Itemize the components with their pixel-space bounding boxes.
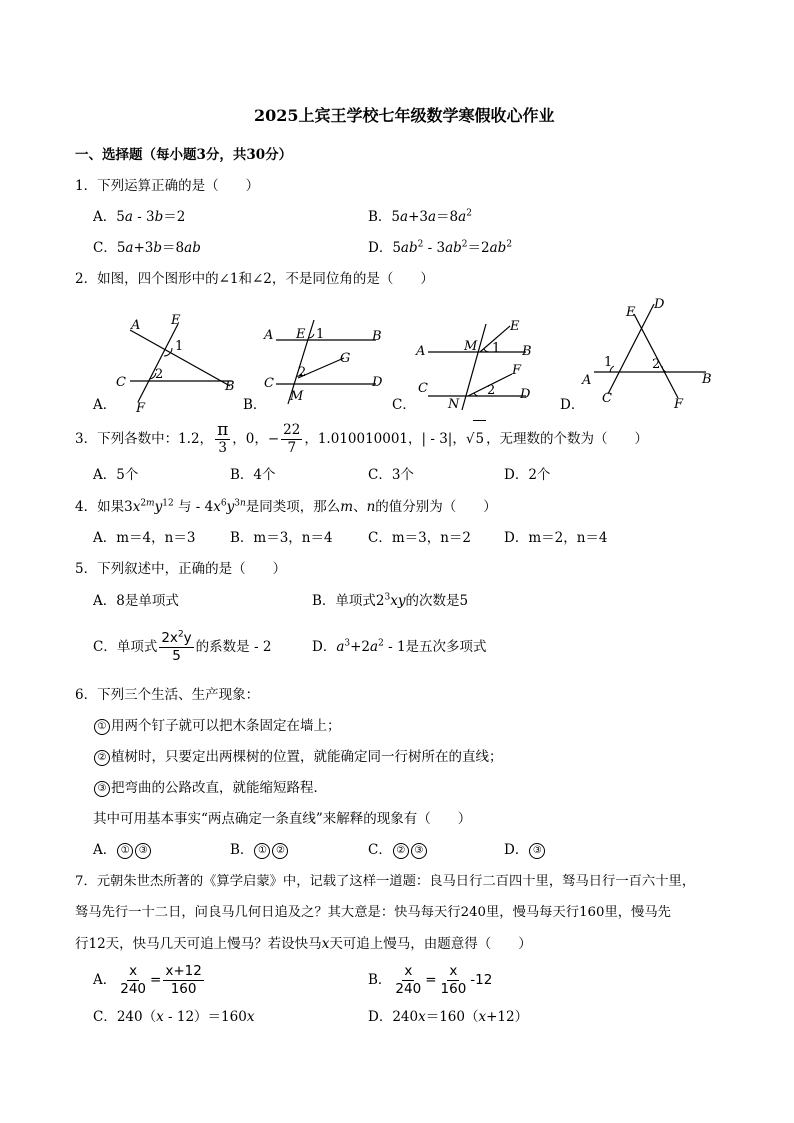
question-6-stem: 6．下列三个生活、生产现象： bbox=[75, 687, 260, 703]
q6-question: 其中可用基本事实“两点确定一条直线”来解释的现象有（ ） bbox=[93, 811, 472, 827]
q6-option-a[interactable]: A． ① ③ bbox=[93, 841, 152, 859]
svg-text:2: 2 bbox=[652, 357, 661, 372]
q4-option-b[interactable]: B．m＝3，n＝4 bbox=[230, 530, 333, 546]
svg-text:E: E bbox=[626, 305, 636, 320]
svg-text:E: E bbox=[296, 327, 306, 342]
svg-text:1: 1 bbox=[175, 339, 184, 354]
svg-text:M: M bbox=[290, 389, 304, 404]
svg-text:1: 1 bbox=[492, 341, 501, 356]
svg-text:F: F bbox=[136, 401, 146, 415]
svg-text:1: 1 bbox=[316, 327, 325, 342]
q1-option-b[interactable]: B．$5a+3a=8a^2$ bbox=[368, 208, 472, 225]
svg-text:F: F bbox=[674, 397, 684, 412]
question-1-stem: 1．下列运算正确的是（ ） bbox=[75, 178, 260, 194]
q6-item-1: ① 用两个钉子就可以把木条固定在墙上； bbox=[93, 717, 341, 735]
question-7-line-1: 7．元朝朱世杰所著的《算学启蒙》中，记载了这样一道题：良马日行二百四十里，驽马日行一百六十里， bbox=[75, 874, 696, 889]
question-5-stem: 5．下列叙述中，正确的是（ ） bbox=[75, 561, 287, 577]
page-title: 2025上宾王学校七年级数学寒假收心作业 bbox=[254, 106, 555, 125]
q7-option-a[interactable]: A． $\frac{x}{240}$ = $\frac{x+12}{160}$ bbox=[93, 963, 202, 997]
q5-option-d[interactable]: D．$a^3+2a^2 - 1$是五次多项式 bbox=[312, 638, 487, 655]
svg-text:D: D bbox=[520, 387, 531, 402]
question-3-stem: 3．下列各数中：1.2， $\frac{\pi}{3}$ ，0，− $\frac{22}{7}$ ，1.010010001，| - 3|，√5 ，无理数的个数为（ ） bbox=[75, 420, 649, 456]
q2-option-a[interactable]: A． bbox=[93, 397, 117, 413]
figure-d bbox=[578, 294, 718, 412]
svg-text:D: D bbox=[654, 297, 665, 312]
q4-option-a[interactable]: A．m＝4，n＝3 bbox=[93, 530, 196, 546]
question-4-stem: 4．如果$3x^{2m}y^{12}$ 与 - $4x^6y^{3n}$是同类项，那么m、n的值分别为（ ） bbox=[75, 498, 497, 515]
q7-option-b[interactable]: B． $\frac{x}{240}$ = $\frac{x}{160}$ -12 bbox=[368, 963, 493, 997]
label: A bbox=[131, 318, 141, 333]
q1-option-d[interactable]: D．$5ab^2 - 3ab^2=2ab^2$ bbox=[368, 239, 513, 256]
svg-text:A: A bbox=[264, 328, 274, 343]
q7-option-d[interactable]: D．240x＝160（x+12） bbox=[368, 1009, 529, 1025]
q3-option-c[interactable]: C．3个 bbox=[368, 467, 414, 483]
q5-option-a[interactable]: A．8是单项式 bbox=[93, 593, 179, 609]
svg-text:C: C bbox=[602, 391, 612, 406]
q1-option-a[interactable]: A．5a - 3b＝2 bbox=[93, 209, 186, 225]
svg-text:B: B bbox=[225, 379, 235, 394]
q2-option-b[interactable]: B． bbox=[243, 397, 267, 413]
svg-text:A: A bbox=[416, 344, 426, 359]
svg-text:D: D bbox=[372, 375, 383, 390]
svg-text:2: 2 bbox=[487, 383, 496, 398]
q2-option-d[interactable]: D． bbox=[560, 397, 585, 413]
q5-option-b[interactable]: B．单项式$2^3xy$的次数是5 bbox=[312, 592, 469, 609]
svg-text:2: 2 bbox=[155, 367, 164, 382]
svg-text:E: E bbox=[171, 313, 181, 328]
q3-option-d[interactable]: D．2个 bbox=[504, 467, 551, 483]
figure-c bbox=[410, 312, 550, 412]
figure-b bbox=[258, 314, 398, 409]
svg-text:A: A bbox=[582, 373, 592, 388]
question-7-line-2: 驽马先行一十二日，问良马几何日追及之？其大意是：快马每天行240里，慢马每天行160里，慢马先 bbox=[75, 905, 671, 920]
svg-text:B: B bbox=[702, 372, 712, 387]
q6-item-2: ② 植树时，只要定出两棵树的位置，就能确定同一行树所在的直线； bbox=[93, 748, 503, 766]
svg-text:F: F bbox=[512, 363, 522, 378]
svg-text:B: B bbox=[522, 344, 532, 359]
q5-option-c[interactable]: C．单项式 $\frac{2x^2y}{5}$ 的系数是 - 2 bbox=[93, 629, 272, 664]
q6-option-b[interactable]: B． ① ② bbox=[230, 841, 289, 859]
q1-option-c[interactable]: C．5a+3b＝8ab bbox=[93, 240, 201, 256]
question-7-line-3: 行12天，快马几天可追上慢马？若设快马x天可追上慢马，由题意得（ ） bbox=[75, 936, 532, 952]
svg-text:B: B bbox=[372, 329, 382, 344]
q3-option-b[interactable]: B．4个 bbox=[230, 467, 276, 483]
q4-option-d[interactable]: D．m＝2，n＝4 bbox=[504, 530, 608, 546]
svg-text:C: C bbox=[264, 376, 274, 391]
svg-text:N: N bbox=[448, 397, 460, 412]
svg-text:M: M bbox=[464, 339, 478, 354]
figure-a bbox=[100, 310, 240, 415]
q6-option-d[interactable]: D． ③ bbox=[504, 841, 546, 859]
question-2-stem: 2．如图，四个图形中的∠1和∠2，不是同位角的是（ ） bbox=[75, 271, 434, 287]
q3-option-a[interactable]: A．5个 bbox=[93, 467, 139, 483]
svg-text:C: C bbox=[116, 375, 126, 390]
svg-text:E: E bbox=[510, 319, 520, 334]
q6-option-c[interactable]: C． ② ③ bbox=[368, 841, 428, 859]
q4-option-c[interactable]: C．m＝3，n＝2 bbox=[368, 530, 472, 546]
q6-item-3: ③ 把弯曲的公路改直，就能缩短路程． bbox=[93, 779, 327, 797]
svg-text:C: C bbox=[418, 381, 428, 396]
svg-text:1: 1 bbox=[604, 355, 613, 370]
svg-text:G: G bbox=[340, 351, 351, 366]
q2-option-c[interactable]: C． bbox=[392, 397, 416, 413]
q7-option-c[interactable]: C．240（x - 12）＝160x bbox=[93, 1009, 255, 1025]
svg-text:2: 2 bbox=[298, 365, 307, 380]
section-heading: 一、选择题（每小题3分，共30分） bbox=[75, 147, 293, 163]
